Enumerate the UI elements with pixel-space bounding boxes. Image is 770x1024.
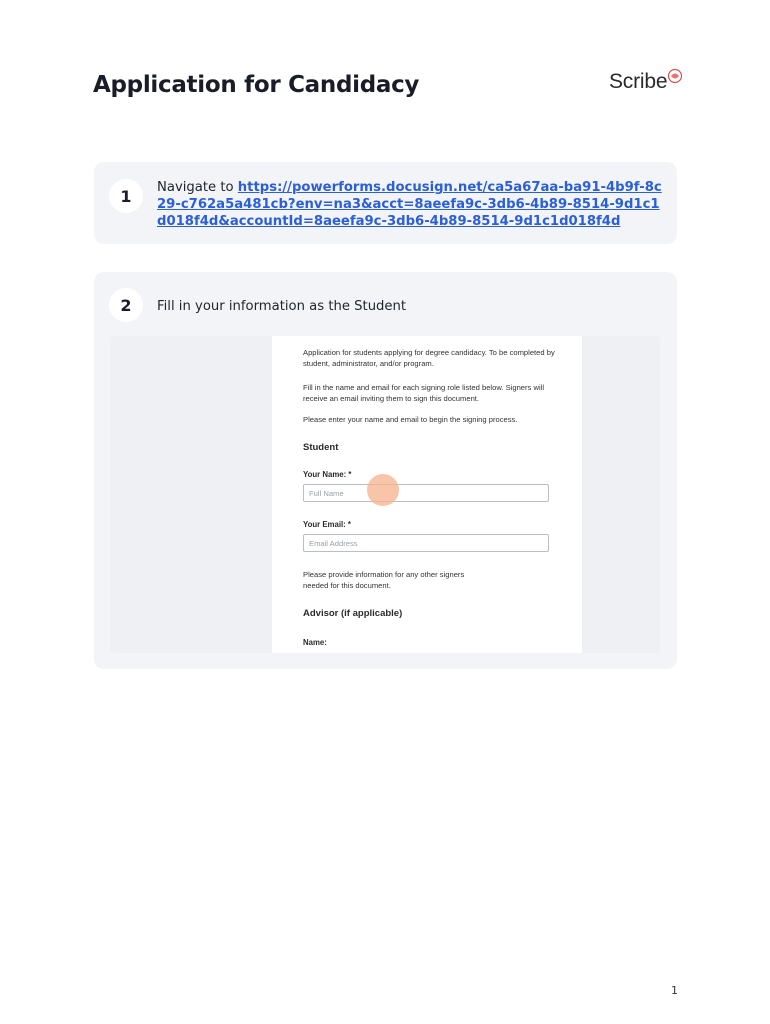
name-label: Your Name: * <box>303 470 352 479</box>
email-input[interactable]: Email Address <box>303 534 549 552</box>
logo-badge-icon <box>667 68 683 88</box>
docusign-form <box>272 336 582 653</box>
step-instruction <box>157 179 662 230</box>
page-title: Application for Candidacy <box>93 72 420 98</box>
step-number-badge: 2 <box>109 288 143 322</box>
other-signers-text: Please provide information for any other signers needed for this document. <box>303 570 465 590</box>
form-prompt: Please enter your name and email to begin the signing process. <box>303 415 518 424</box>
advisor-heading: Advisor (if applicable) <box>303 608 403 619</box>
docusign-link[interactable]: https://powerforms.docusign.net/ca5a67aa-ba91-4b9f-8c29-c762a5a481cb?env=na3&acct=8aeefa9c-3db6-4b89-8514-9d1c1d018f4d&accountId=8aeefa9c-3db6-4b89-8514-9d1c1d018f4d <box>157 180 662 229</box>
step-number-badge: 1 <box>109 179 143 213</box>
email-label: Your Email: * <box>303 520 351 529</box>
click-marker-icon <box>367 474 399 506</box>
form-instructions: Fill in the name and email for each signing role listed below. Signers will receive an email inviting them to sign this document. <box>303 383 545 403</box>
step-card-2 <box>94 272 677 669</box>
scribe-logo <box>609 70 683 94</box>
step-card-1 <box>94 162 677 244</box>
page-number: 1 <box>671 984 678 997</box>
step-instruction: Fill in your information as the Student <box>157 299 407 314</box>
student-heading: Student <box>303 442 339 453</box>
full-name-input[interactable]: Full Name <box>303 484 549 502</box>
step-label: Navigate to <box>157 180 234 195</box>
advisor-name-label: Name: <box>303 638 327 647</box>
step-screenshot <box>110 336 660 653</box>
form-intro: Application for students applying for degree candidacy. To be completed by student, administrator, and/or program. <box>303 348 555 368</box>
logo-text: Scribe <box>609 70 668 93</box>
